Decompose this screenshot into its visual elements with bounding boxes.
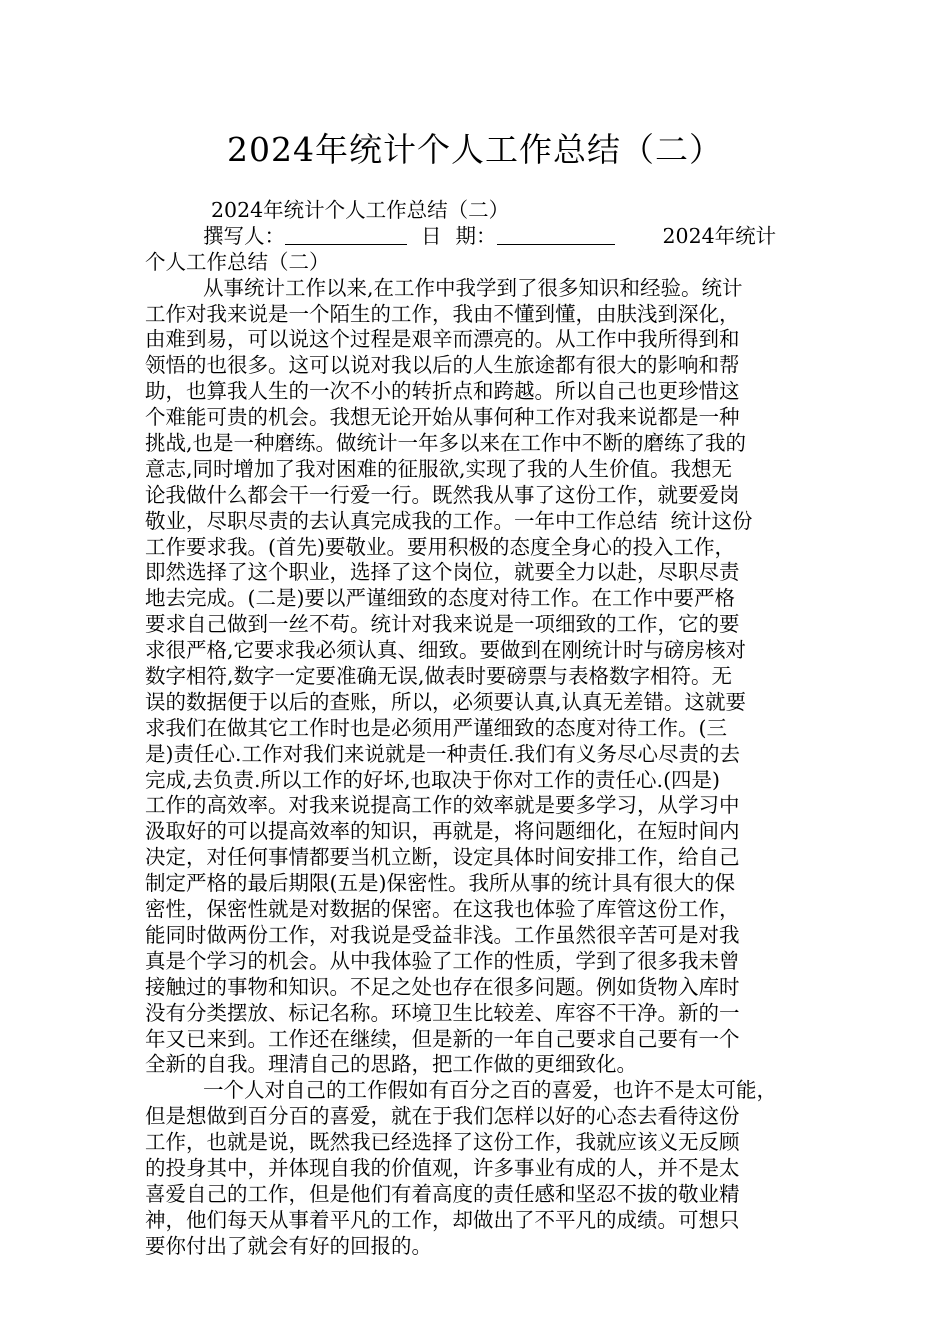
paragraph-line: 论我做什么都会干一行爱一行。既然我从事了这份工作，就要爱岗 [145,482,740,507]
trailing-title-part1: 2024年统计 [662,223,777,248]
paragraph-line: 从事统计工作以来,在工作中我学到了很多知识和经验。统计 [203,275,743,300]
paragraph-line: 个难能可贵的机会。我想无论开始从事何种工作对我来说都是一种 [145,405,740,430]
paragraph-line: 决定，对任何事情都要当机立断，设定具体时间安排工作，给自己 [145,845,740,870]
date-label-period: 期： [455,223,497,248]
paragraph-line: 工作对我来说是一个陌生的工作，我由不懂到懂，由肤浅到深化， [145,301,740,326]
paragraph-line: 地去完成。(二是)要以严谨细致的态度对待工作。在工作中要严格 [145,586,735,611]
date-blank-field [497,226,615,245]
paragraph-line: 神，他们每天从事着平凡的工作，却做出了不平凡的成绩。可想只 [145,1207,740,1232]
paragraph-line: 但是想做到百分百的喜爱，就在于我们怎样以好的心态去看待这份 [145,1104,740,1129]
paragraph-line: 助，也算我人生的一次不小的转折点和跨越。所以自己也更珍惜这 [145,379,740,404]
paragraph-line: 数字相符,数字一定要准确无误,做表时要磅票与表格数字相符。无 [145,664,733,689]
paragraph-line: 汲取好的可以提高效率的知识，再就是，将问题细化，在短时间内 [145,819,740,844]
paragraph-line: 求很严格,它要求我必须认真、细致。要做到在刚统计时与磅房核对 [145,638,747,663]
paragraph-line: 意志,同时增加了我对困难的征服欲,实现了我的人生价值。我想无 [145,456,733,481]
paragraph-line: 求我们在做其它工作时也是必须用严谨细致的态度对待工作。(三 [145,715,727,740]
paragraph-line: 真是个学习的机会。从中我体验了工作的性质，学到了很多我未曾 [145,948,740,973]
document-title: 2024年统计个人工作总结（二） [227,130,723,169]
document-body [145,198,810,1260]
paragraph-line: 喜爱自己的工作，但是他们有着高度的责任感和坚忍不拔的敬业精 [145,1181,740,1206]
paragraph-line: 敬业，尽职尽责的去认真完成我的工作。一年中工作总结 统计这份 [145,508,753,533]
trailing-title-part2: 个人工作总结（二） [145,249,330,274]
paragraph-line: 挑战,也是一种磨练。做统计一年多以来在工作中不断的磨练了我的 [145,431,747,456]
paragraph-line: 是)责任心.工作对我们来说就是一种责任.我们有义务尽心尽责的去 [145,741,741,766]
document-subtitle: 2024年统计个人工作总结（二） [211,198,510,222]
paragraph-line: 由难到易，可以说这个过程是艰辛而漂亮的。从工作中我所得到和 [145,327,740,352]
author-label: 撰写人： [203,223,285,248]
paragraph-2 [145,1078,810,1259]
paragraph-line: 接触过的事物和知识。不足之处也存在很多问题。例如货物入库时 [145,974,740,999]
paragraph-line: 要求自己做到一丝不苟。统计对我来说是一项细致的工作，它的要 [145,612,740,637]
paragraph-line: 年又已来到。工作还在继续，但是新的一年自己要求自己要有一个 [145,1026,740,1051]
paragraph-line: 制定严格的最后期限(五是)保密性。我所从事的统计具有很大的保 [145,871,735,896]
paragraph-line: 误的数据便于以后的查账，所以，必须要认真,认真无差错。这就要 [145,689,747,714]
paragraph-line: 密性，保密性就是对数据的保密。在这我也体验了库管这份工作， [145,897,740,922]
date-label-day: 日 [421,223,442,248]
paragraph-line: 能同时做两份工作，对我说是受益非浅。工作虽然很辛苦可是对我 [145,922,740,947]
paragraph-1 [145,276,810,1079]
paragraph-line: 没有分类摆放、标记名称。环境卫生比较差、库容不干净。新的一 [145,1000,740,1025]
paragraph-line: 工作的高效率。对我来说提高工作的效率就是要多学习，从学习中 [145,793,740,818]
paragraph-line: 工作，也就是说，既然我已经选择了这份工作，我就应该义无反顾 [145,1130,740,1155]
paragraph-line: 工作要求我。(首先)要敬业。要用积极的态度全身心的投入工作， [145,534,735,559]
author-date-line [145,224,810,250]
paragraph-line: 即然选择了这个职业，选择了这个岗位，就要全力以赴，尽职尽责 [145,560,740,585]
paragraph-line: 一个人对自己的工作假如有百分之百的喜爱，也许不是太可能， [203,1078,777,1103]
paragraph-line: 的投身其中，并体现自我的价值观，许多事业有成的人，并不是太 [145,1155,740,1180]
paragraph-line: 全新的自我。理清自己的思路，把工作做的更细致化。 [145,1052,637,1077]
paragraph-line: 完成,去负责.所以工作的好坏,也取决于你对工作的责任心.(四是) [145,767,721,792]
paragraph-line: 要你付出了就会有好的回报的。 [145,1233,432,1258]
author-blank-field [285,226,407,245]
paragraph-line: 领悟的也很多。这可以说对我以后的人生旅途都有很大的影响和帮 [145,353,740,378]
